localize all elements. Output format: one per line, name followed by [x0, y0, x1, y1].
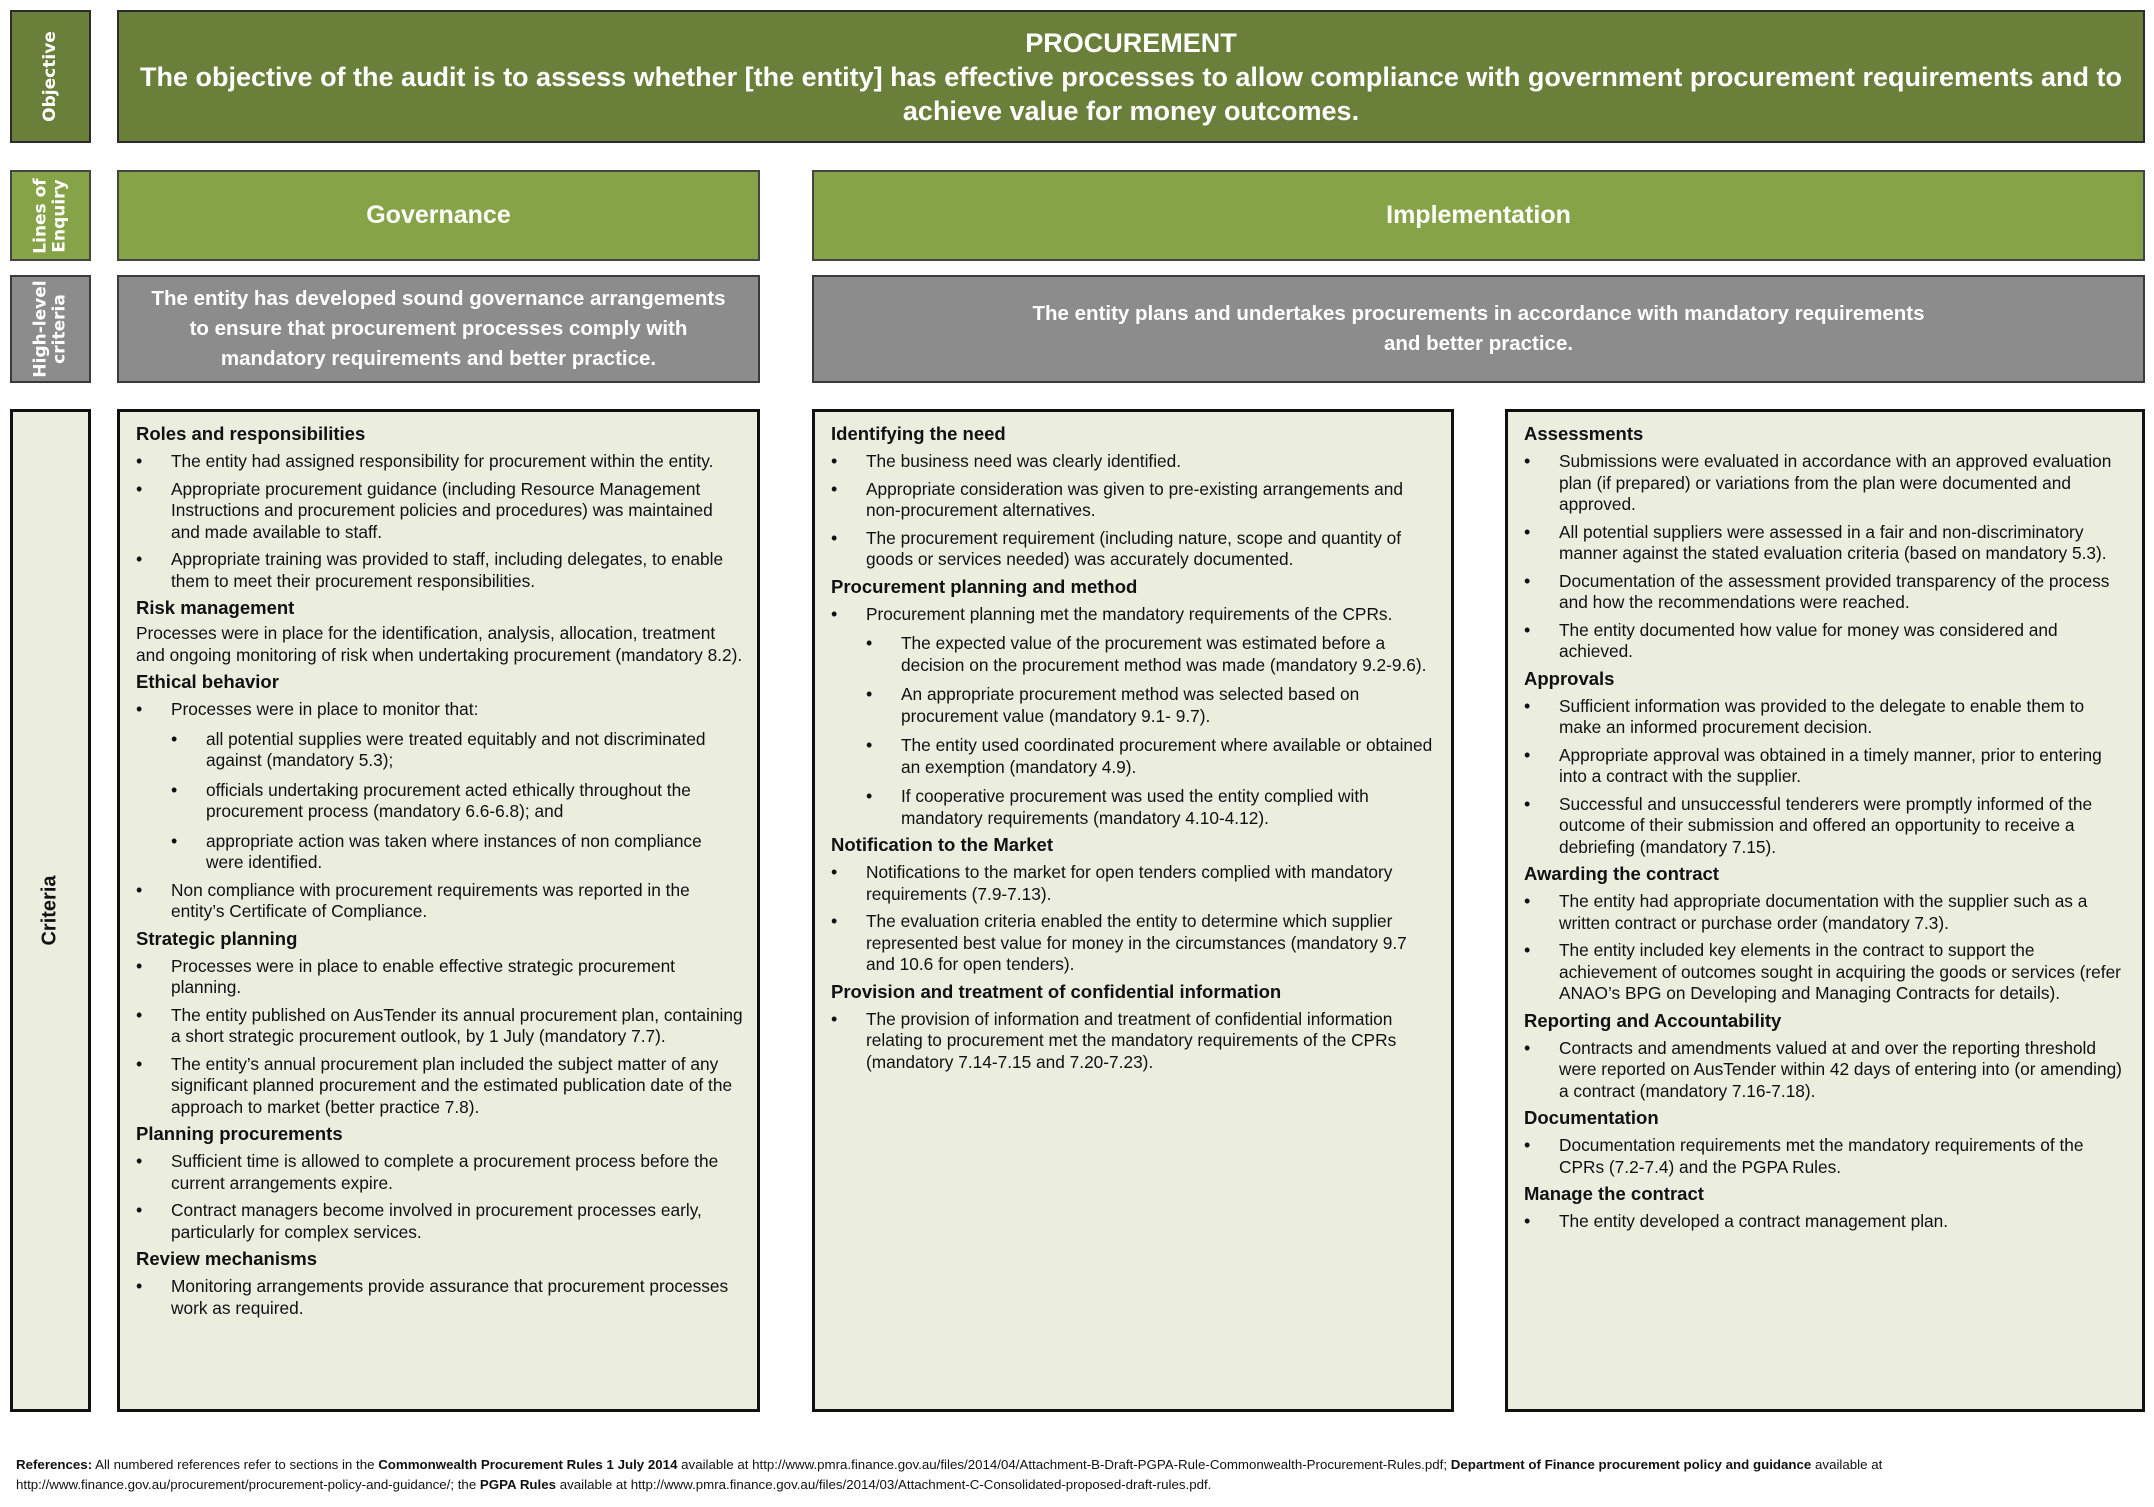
sub-bullet-list: [866, 633, 1437, 829]
row-label-objective: [10, 10, 91, 143]
list-item: • The entity documented how value for money was considered and achieved.: [1524, 620, 2128, 663]
list-item: • Documentation requirements met the mandatory requirements of the CPRs (7.2-7.4) and the PGPA Rules.: [1524, 1135, 2128, 1178]
references-footnote: [16, 1455, 2144, 1495]
references-cpr-title: Commonwealth Procurement Rules 1 July 2014: [378, 1457, 678, 1472]
section-heading: Manage the contract: [1524, 1183, 1704, 1204]
section-heading: Ethical behavior: [136, 671, 279, 692]
loe-governance: [117, 170, 760, 261]
section-heading: Identifying the need: [831, 423, 1006, 444]
references-pgpa-title: PGPA Rules: [479, 1477, 557, 1492]
list-item: • Submissions were evaluated in accordance with an approved evaluation plan (if prepared) or variations from the plan were documented and approved.: [1524, 451, 2128, 516]
bullet-list: [831, 862, 1437, 976]
list-item: • Appropriate consideration was given to pre-existing arrangements and non-procurement alternatives.: [831, 479, 1437, 522]
sub-list-item: • An appropriate procurement method was selected based on procurement value (mandatory 9.1- 9.7).: [866, 684, 1437, 727]
bullet-list: [136, 956, 743, 1119]
section-heading: Awarding the contract: [1524, 863, 1719, 884]
criteria-implementation-assessment: [1505, 409, 2145, 1412]
loe-implementation-label: Implementation: [1386, 201, 1571, 229]
row-label-objective-text: Objective: [40, 31, 60, 122]
hlc-implementation-line2: and better practice.: [1383, 332, 1574, 355]
sub-bullet-list: [171, 729, 743, 874]
list-item: • Documentation of the assessment provided transparency of the process and how the recommendations were reached.: [1524, 571, 2128, 614]
list-item: • The procurement requirement (including nature, scope and quantity of goods or services needed) was accurately documented.: [831, 528, 1437, 571]
references-text: All numbered references refer to sections in the: [92, 1457, 379, 1472]
references-finance-title: Department of Finance procurement policy and guidance: [1450, 1457, 1812, 1472]
hlc-implementation: [812, 275, 2145, 383]
list-item: • The business need was clearly identified.: [831, 451, 1437, 473]
paragraph: Processes were in place for the identification, analysis, allocation, treatment and ongoing monitoring of risk when undertaking procurement (mandatory 8.2).: [136, 623, 743, 665]
list-item: • Contracts and amendments valued at and over the reporting threshold were reported on AusTender within 42 days of entering into (or amending) a contract (mandatory 7.16-7.18).: [1524, 1038, 2128, 1103]
section-heading: Approvals: [1524, 667, 1615, 689]
sub-list-item: • all potential supplies were treated equitably and not discriminated against (mandatory 5.3);: [171, 729, 743, 772]
bullet-list: [831, 1009, 1437, 1074]
hlc-governance-text: The entity has developed sound governance arrangements to ensure that procurement processes comply with mandatory requirements and better practice.: [151, 287, 726, 370]
list-item: • The entity had appropriate documentation with the supplier such as a written contract or purchase order (mandatory 7.3).: [1524, 891, 2128, 934]
objective-panel: [117, 10, 2145, 143]
list-item: • Processes were in place to enable effective strategic procurement planning.: [136, 956, 743, 999]
hlc-governance: [117, 275, 760, 383]
list-item: • The evaluation criteria enabled the entity to determine which supplier represented best value for money in the circumstances (mandatory 9.7 and 10.6 for open tenders).: [831, 911, 1437, 976]
loe-implementation: [812, 170, 2145, 261]
criteria-implementation-planning: [812, 409, 1454, 1412]
section-heading: Review mechanisms: [136, 1248, 317, 1269]
section-heading: Assessments: [1524, 423, 1644, 444]
row-label-lines-of-enquiry: [10, 170, 91, 261]
loe-governance-label: Governance: [366, 201, 511, 229]
list-item: [831, 604, 1437, 830]
list-item: • The entity’s annual procurement plan included the subject matter of any significant planned procurement and the estimated publication date of the approach to market (better practice 7.8).: [136, 1054, 743, 1119]
list-item: [136, 699, 743, 874]
row-label-criteria-text: Criteria: [39, 875, 61, 946]
list-item: • Sufficient information was provided to the delegate to enable them to make an informed procurement decision.: [1524, 696, 2128, 739]
objective-title: PROCUREMENT: [1025, 27, 1237, 58]
section-heading: Planning procurements: [136, 1123, 343, 1144]
bullet-list: [1524, 696, 2128, 859]
bullet-list: [1524, 451, 2128, 663]
list-item-text: Processes were in place to monitor that:: [171, 699, 479, 719]
sub-list-item: • If cooperative procurement was used the entity complied with mandatory requirements (mandatory 4.10-4.12).: [866, 786, 1437, 829]
hlc-implementation-line1: The entity plans and undertakes procurements in accordance with mandatory requirements: [1032, 302, 1925, 325]
sub-list-item: • appropriate action was taken where instances of non compliance were identified.: [171, 831, 743, 874]
section-heading: Strategic planning: [136, 927, 298, 949]
bullet-list: [1524, 891, 2128, 1005]
sub-list-item: • The entity used coordinated procurement where available or obtained an exemption (mandatory 4.9).: [866, 735, 1437, 778]
list-item: • The entity included key elements in the contract to support the achievement of outcomes sought in acquiring the goods or services (refer ANAO’s BPG on Developing and Managing Contracts for details).: [1524, 940, 2128, 1005]
row-label-hlc-line1: High-level: [30, 280, 51, 378]
list-item: • Sufficient time is allowed to complete a procurement process before the current arrangements expire.: [136, 1151, 743, 1194]
list-item: • All potential suppliers were assessed in a fair and non-discriminatory manner against the stated evaluation criteria (based on mandatory 5.3).: [1524, 522, 2128, 565]
list-item: • Monitoring arrangements provide assurance that procurement processes work as required.: [136, 1276, 743, 1319]
list-item: • Contract managers become involved in procurement processes early, particularly for complex services.: [136, 1200, 743, 1243]
references-label: References:: [16, 1457, 93, 1472]
list-item-text: Procurement planning met the mandatory requirements of the CPRs.: [866, 603, 1393, 624]
row-label-loe-line1: Lines of: [30, 177, 51, 254]
list-item: • Appropriate training was provided to staff, including delegates, to enable them to meet their procurement responsibilities.: [136, 549, 743, 592]
bullet-list: [1524, 1038, 2128, 1103]
list-item: • Notifications to the market for open tenders complied with mandatory requirements (7.9-7.13).: [831, 862, 1437, 905]
list-item: • Appropriate approval was obtained in a timely manner, prior to entering into a contract with the supplier.: [1524, 745, 2128, 788]
sub-list-item: • The expected value of the procurement was estimated before a decision on the procurement method was made (mandatory 9.2-9.6).: [866, 633, 1437, 676]
bullet-list: [831, 451, 1437, 571]
row-label-loe-line2: Enquiry: [49, 178, 70, 253]
objective-text: The objective of the audit is to assess whether [the entity] has effective processes to allow compliance with government procurement requirements and to achieve value for money outcomes.: [140, 61, 2122, 126]
list-item: • Successful and unsuccessful tenderers were promptly informed of the outcome of their submission and offered an opportunity to receive a debriefing (mandatory 7.15).: [1524, 794, 2128, 859]
references-text: available at http://www.pmra.finance.gov.au/files/2014/04/Attachment-B-Draft-PGPA-Rule-Commonwealth-Procurement-Rules.pdf;: [677, 1457, 1451, 1472]
section-heading: Procurement planning and method: [831, 575, 1138, 597]
row-label-criteria: [10, 409, 91, 1412]
list-item: • Appropriate procurement guidance (including Resource Management Instructions and procurement policies and procedures) was maintained and made available to staff.: [136, 479, 743, 544]
bullet-list: [831, 604, 1437, 830]
bullet-list: [136, 451, 743, 592]
bullet-list: [1524, 1211, 2128, 1233]
section-heading: Notification to the Market: [831, 834, 1054, 855]
section-heading: Documentation: [1524, 1107, 1659, 1128]
row-label-hlc-line2: criteria: [49, 294, 70, 364]
section-heading: Reporting and Accountability: [1524, 1009, 1782, 1031]
list-item: • The entity published on AusTender its annual procurement plan, containing a short strategic procurement outlook, by 1 July (mandatory 7.7).: [136, 1005, 743, 1048]
references-text: available at http://www.pmra.finance.gov.au/files/2014/03/Attachment-C-Consolidated-proposed-draft-rules.pdf.: [556, 1477, 1212, 1492]
list-item: • The entity had assigned responsibility for procurement within the entity.: [136, 451, 743, 473]
bullet-list: [1524, 1135, 2128, 1178]
criteria-governance: [117, 409, 760, 1412]
section-heading: Roles and responsibilities: [136, 423, 366, 444]
section-heading: Provision and treatment of confidential information: [831, 980, 1282, 1002]
sub-list-item: • officials undertaking procurement acted ethically throughout the procurement process (mandatory 6.6-6.8); and: [171, 780, 743, 823]
list-item: • The provision of information and treatment of confidential information relating to procurement met the mandatory requirements of the CPRs (mandatory 7.14-7.15 and 7.20-7.23).: [831, 1009, 1437, 1074]
bullet-list: [136, 699, 743, 923]
list-item: • Non compliance with procurement requirements was reported in the entity’s Certificate of Compliance.: [136, 880, 743, 923]
bullet-list: [136, 1276, 743, 1319]
section-heading: Risk management: [136, 597, 295, 618]
bullet-list: [136, 1151, 743, 1243]
references-text: available at http://www.finance.gov.au/procurement/procurement-policy-and-guidance/; the: [16, 1457, 1883, 1492]
row-label-high-level-criteria: [10, 275, 91, 383]
list-item: • The entity developed a contract management plan.: [1524, 1211, 2128, 1233]
